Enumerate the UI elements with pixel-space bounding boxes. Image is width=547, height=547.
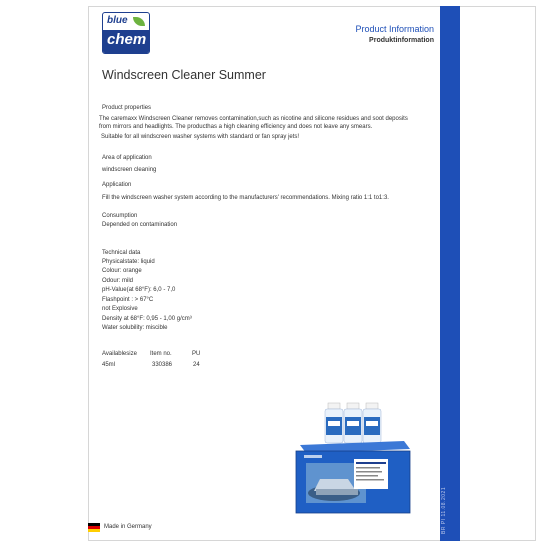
availability-cell-pu: 24	[193, 362, 200, 368]
availability-header-size: Availablesize	[102, 351, 137, 357]
technical-data-line: Colour: orange	[102, 268, 142, 274]
availability-cell-item: 330386	[152, 362, 173, 368]
technical-data-line: pH-Value(at 68°F): 6,0 - 7,0	[102, 287, 176, 293]
technical-data-line: Flashpoint : > 67°C	[102, 297, 154, 303]
technical-data-line: not Explosive	[102, 306, 138, 312]
consumption-text: Depended on contamination	[102, 222, 178, 228]
area-of-application-text: windscreen cleaning	[102, 167, 157, 173]
bottle-icon	[344, 403, 362, 443]
technical-data-line: Density at 68°F: 0,95 - 1,00 g/cm³	[102, 316, 192, 322]
made-in-germany-label: Made in Germany	[104, 524, 152, 530]
product-properties-heading: Product properties	[102, 105, 152, 111]
technical-data-line: Odour: mild	[102, 278, 134, 284]
technical-data-line: Water solubility: miscible	[102, 325, 168, 331]
product-properties-line-2: from mirrors and headlights. The producthas a high cleaning efficiency and does not leave any smears.	[99, 124, 373, 130]
leaf-icon	[133, 17, 145, 26]
availability-header-pu: PU	[192, 351, 201, 357]
bottle-icon	[363, 403, 381, 443]
consumption-heading: Consumption	[102, 213, 138, 219]
technical-data-heading: Technical data	[102, 250, 141, 256]
product-image	[292, 395, 414, 515]
side-accent-bar	[440, 6, 460, 541]
bluechem-logo	[102, 12, 150, 54]
availability-header-item: Item no.	[150, 351, 172, 357]
availability-cell-size: 45ml	[102, 362, 116, 368]
germany-flag-icon	[88, 523, 100, 532]
product-properties-line-3: Suitable for all windscreen washer systems with standard or fan spray jets!	[101, 134, 300, 140]
application-heading: Application	[102, 182, 132, 188]
application-text: Fill the windscreen washer system according to the manufacturers' recommendations. Mixing ratio 1:1 to1:3.	[102, 195, 389, 201]
page-title: Windscreen Cleaner Summer	[102, 68, 266, 82]
bottle-icon	[325, 403, 343, 443]
technical-data-line: Physicalstate: liquid	[102, 259, 155, 265]
document-code: BR PI 11.08.2021	[441, 486, 447, 534]
logo-text-blue: blue	[107, 15, 128, 26]
produktinformation-label: Produktinformation	[369, 37, 434, 44]
product-information-label: Product Information	[355, 24, 434, 34]
logo-text-chem: chem	[107, 31, 147, 48]
product-properties-line-1: The caremaxx Windscreen Cleaner removes contamination,such as nicotine and silicone residues and soot deposits	[99, 116, 408, 122]
area-of-application-heading: Area of application	[102, 155, 152, 161]
